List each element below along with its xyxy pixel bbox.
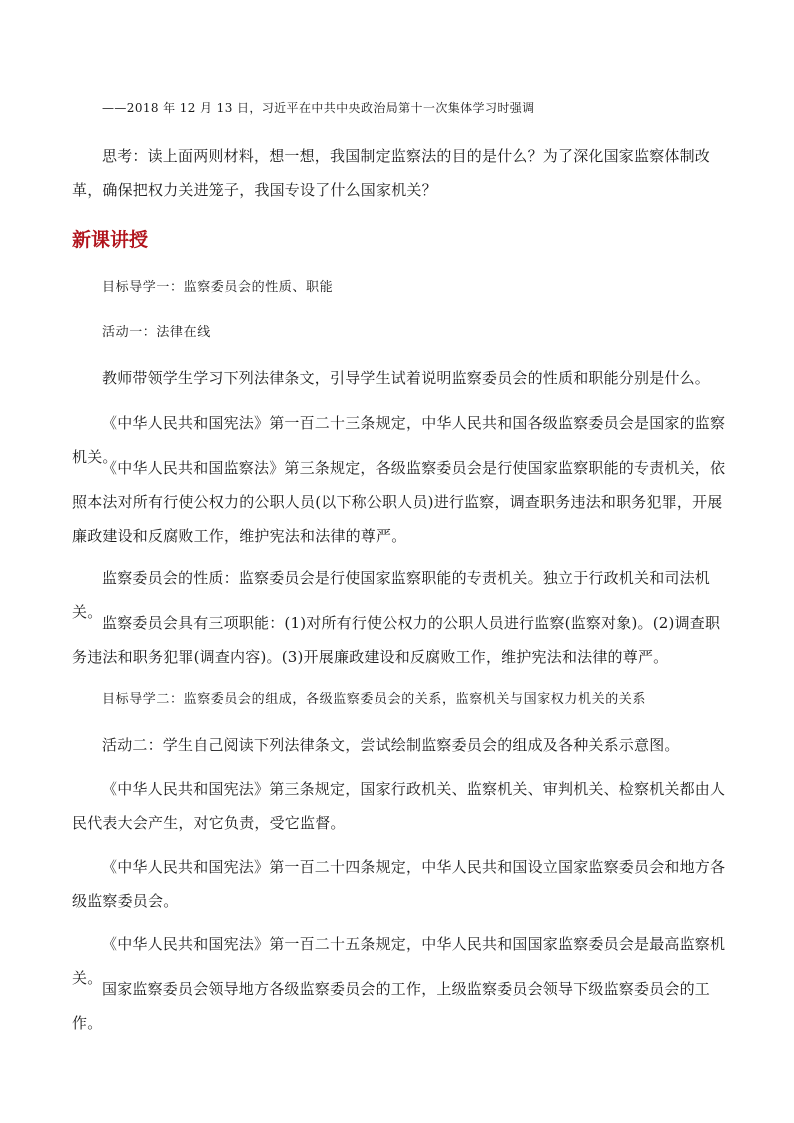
leadership-paragraph: 国家监察委员会领导地方各级监察委员会的工作，上级监察委员会领导下级监察委员会的工作。 <box>72 980 711 1032</box>
teacher-instruction: 教师带领学生学习下列法律条文，引导学生试着说明监察委员会的性质和职能分别是什么。 <box>102 369 711 387</box>
law-paragraph-2: 《中华人民共和国监察法》第三条规定，各级监察委员会是行使国家监察职能的专责机关，依照本法对所有行使公权力的公职人员(以下称公职人员)进行监察，调查职务违法和职务犯罪，开展廉政建设和反腐败工作，维护宪法和法律的尊严。 <box>72 459 726 545</box>
law-paragraph-1: 《中华人民共和国宪法》第一百二十三条规定，中华人民共和国各级监察委员会是国家的监察机关。 <box>72 414 726 466</box>
functions-paragraph: 监察委员会具有三项职能：(1)对所有行使公权力的公职人员进行监察(监察对象)。(2)调查职务违法和职务犯罪(调查内容)。(3)开展廉政建设和反腐败工作，维护宪法和法律的尊严。 <box>72 614 721 666</box>
goal-one: 目标导学一：监察委员会的性质、职能 <box>102 280 334 295</box>
law-paragraph-4: 《中华人民共和国宪法》第一百二十四条规定，中华人民共和国设立国家监察委员会和地方各级监察委员会。 <box>72 858 726 910</box>
law-paragraph-3: 《中华人民共和国宪法》第三条规定，国家行政机关、监察机关、审判机关、检察机关都由人民代表大会产生，对它负责，受它监督。 <box>72 780 726 832</box>
goal-two: 目标导学二：监察委员会的组成，各级监察委员会的关系，监察机关与国家权力机关的关系 <box>102 692 647 707</box>
quote-source: ——2018 年 12 月 13 日，习近平在中共中央政治局第十一次集体学习时强调 <box>102 101 535 115</box>
nature-paragraph: 监察委员会的性质：监察委员会是行使国家监察职能的专责机关。独立于行政机关和司法机关。 <box>72 569 711 621</box>
section-heading: 新课讲授 <box>72 229 149 251</box>
law-paragraph-5: 《中华人民共和国宪法》第一百二十五条规定，中华人民共和国国家监察委员会是最高监察机关。 <box>72 935 726 987</box>
activity-one: 活动一：法律在线 <box>102 325 211 340</box>
activity-two: 活动二：学生自己阅读下列法律条文，尝试绘制监察委员会的组成及各种关系示意图。 <box>102 736 680 754</box>
think-paragraph: 思考：读上面两则材料，想一想，我国制定监察法的目的是什么？为了深化国家监察体制改革，确保把权力关进笼子，我国专设了什么国家机关？ <box>72 147 711 199</box>
